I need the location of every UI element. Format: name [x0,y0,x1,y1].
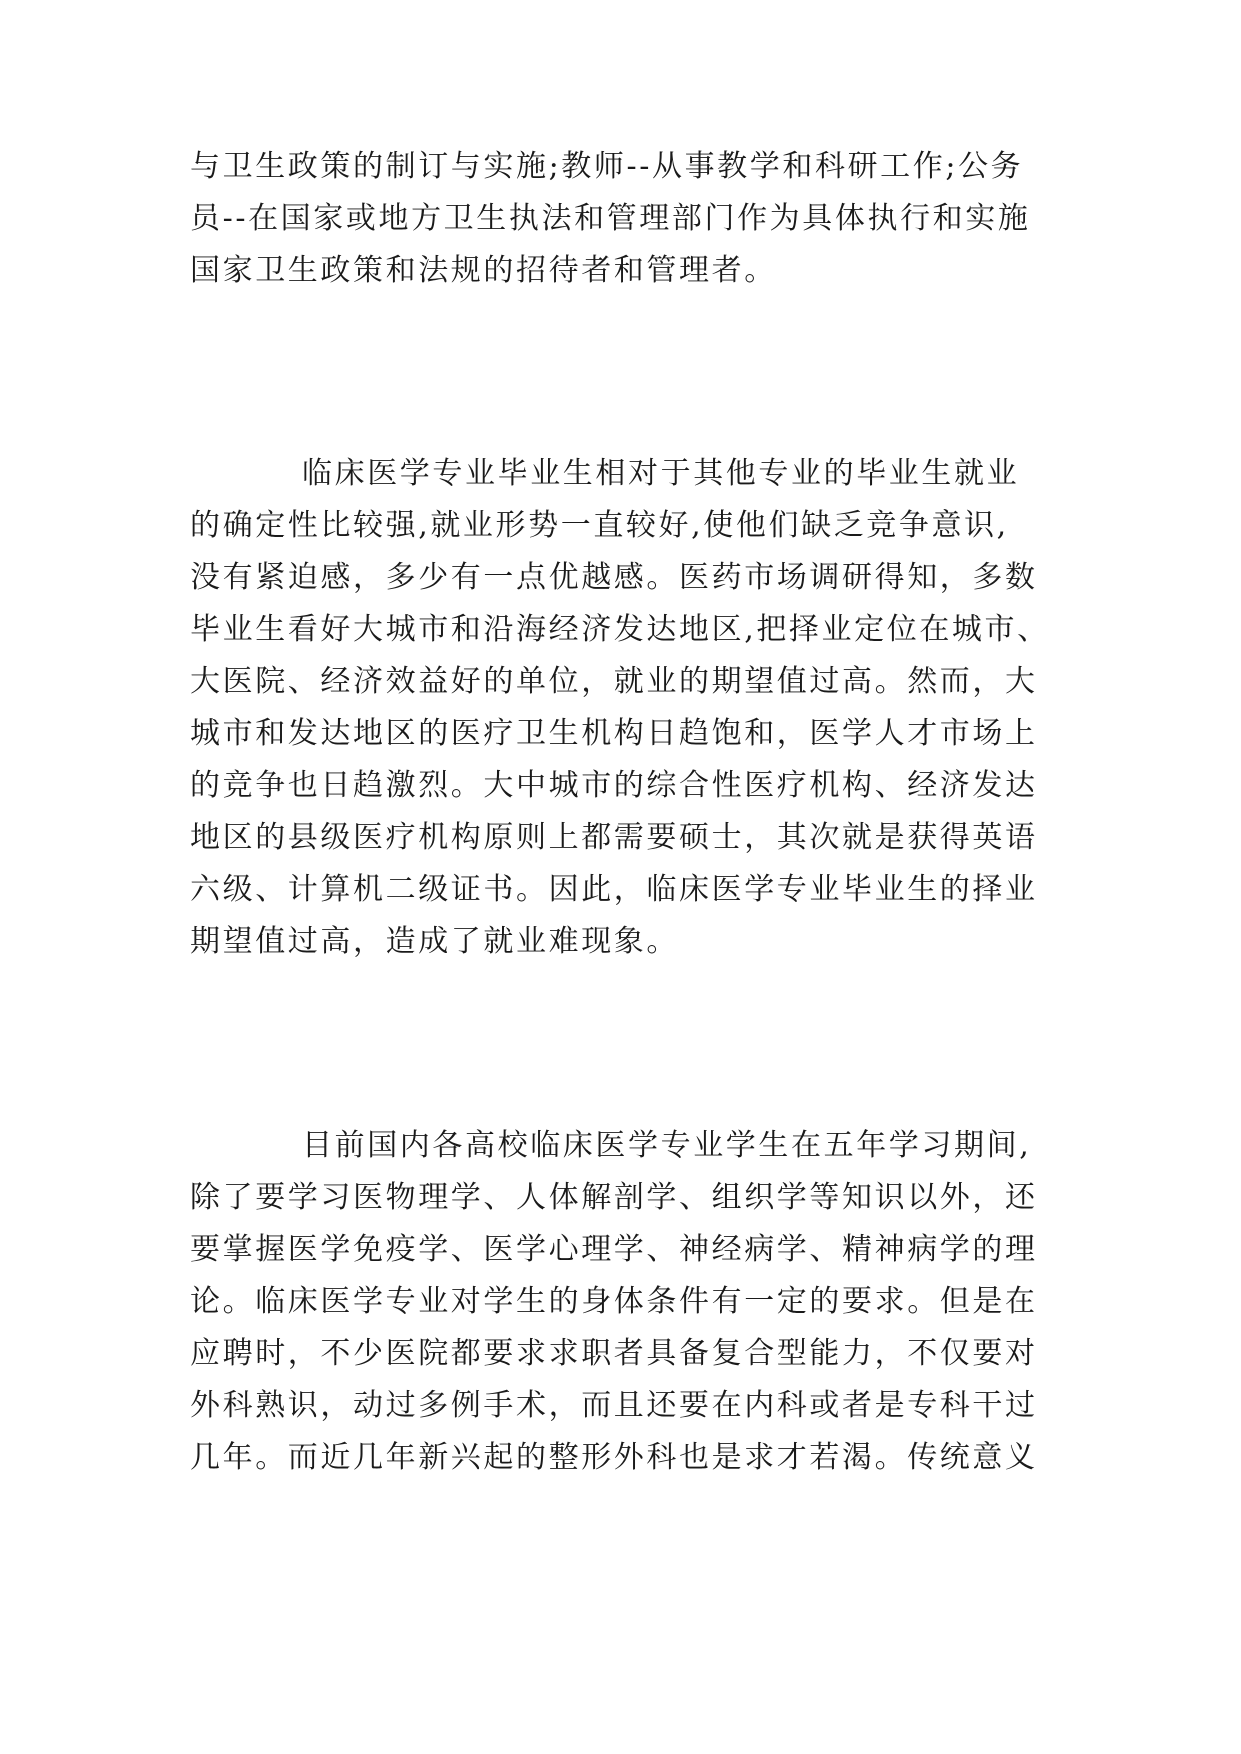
paragraph-1-line-2: 员--在国家或地方卫生执法和管理部门作为具体执行和实施 [190,201,1031,236]
paragraph-2-line-10: 期望值过高，造成了就业难现象。 [190,924,679,959]
paragraph-2-line-2: 的确定性比较强,就业形势一直较好,使他们缺乏竞争意识, [190,508,1009,543]
paragraph-2-line-1: 临床医学专业毕业生相对于其他专业的毕业生就业 [302,456,1020,491]
paragraph-2-line-4: 毕业生看好大城市和沿海经济发达地区,把择业定位在城市、 [190,612,1050,647]
paragraph-2-line-6: 城市和发达地区的医疗卫生机构日趋饱和，医学人才市场上 [190,716,1038,751]
paragraph-2-line-7: 的竞争也日趋激烈。大中城市的综合性医疗机构、经济发达 [190,768,1038,803]
paragraph-3-line-1: 目前国内各高校临床医学专业学生在五年学习期间, [302,1128,1032,1163]
paragraph-1-line-1: 与卫生政策的制订与实施;教师--从事教学和科研工作;公务 [190,149,1024,184]
paragraph-3-line-7: 几年。而近几年新兴起的整形外科也是求才若渴。传统意义 [190,1440,1038,1475]
paragraph-2-line-3: 没有紧迫感，多少有一点优越感。医药市场调研得知，多数 [190,560,1038,595]
paragraph-3-line-6: 外科熟识，动过多例手术，而且还要在内科或者是专科干过 [190,1388,1038,1423]
paragraph-2-line-5: 大医院、经济效益好的单位，就业的期望值过高。然而，大 [190,664,1038,699]
paragraph-3-line-4: 论。临床医学专业对学生的身体条件有一定的要求。但是在 [190,1284,1038,1319]
paragraph-2-line-9: 六级、计算机二级证书。因此，临床医学专业毕业生的择业 [190,872,1038,907]
paragraph-3-line-3: 要掌握医学免疫学、医学心理学、神经病学、精神病学的理 [190,1232,1038,1267]
paragraph-2-line-8: 地区的县级医疗机构原则上都需要硕士，其次就是获得英语 [190,820,1038,855]
paragraph-1-line-3: 国家卫生政策和法规的招待者和管理者。 [190,253,777,288]
paragraph-3-line-2: 除了要学习医物理学、人体解剖学、组织学等知识以外，还 [190,1180,1038,1215]
paragraph-3-line-5: 应聘时，不少医院都要求求职者具备复合型能力，不仅要对 [190,1336,1038,1371]
